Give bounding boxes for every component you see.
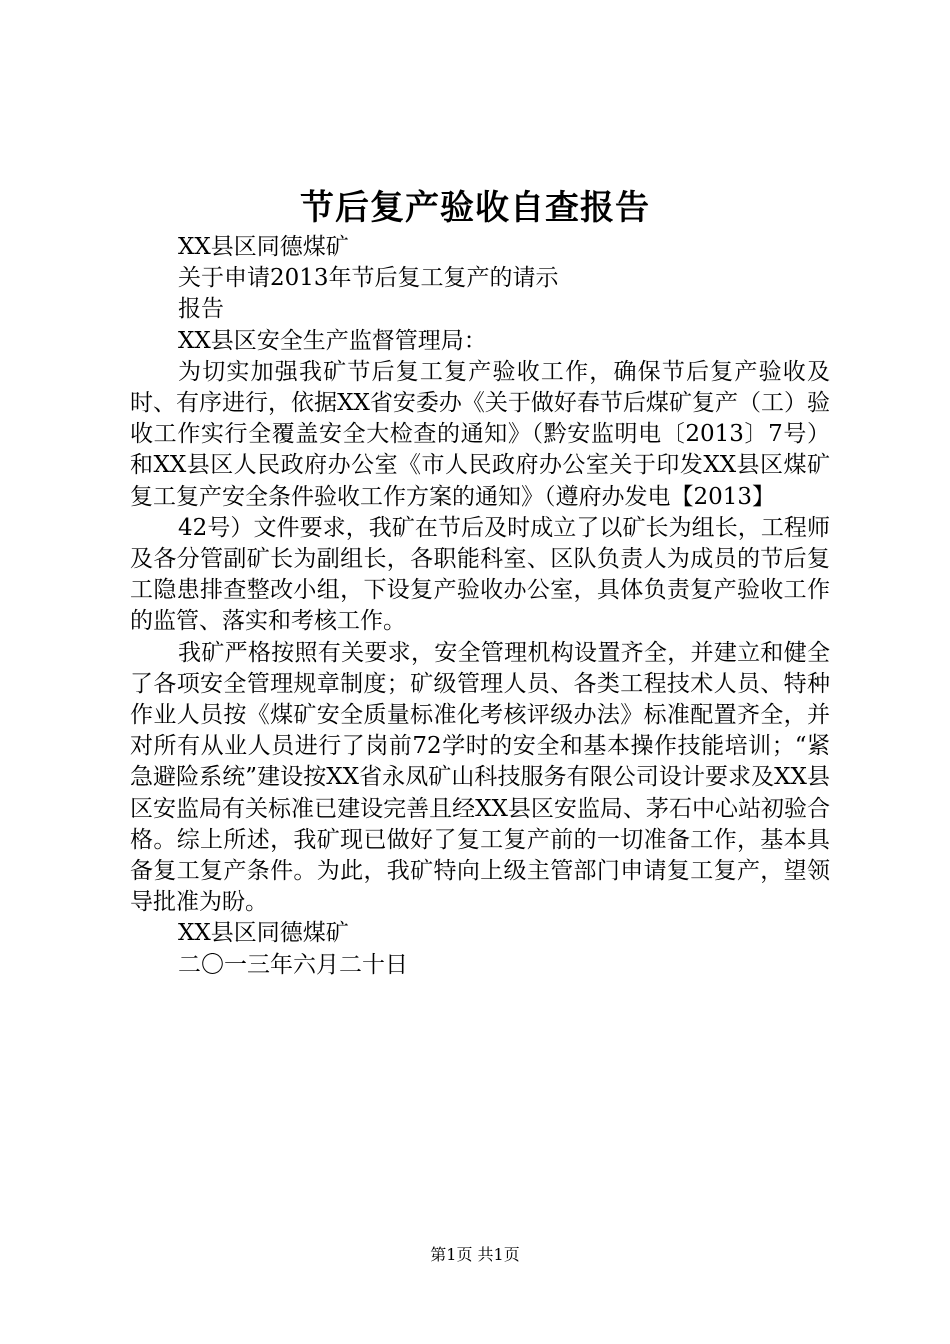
paragraph-basis: 为切实加强我矿节后复工复产验收工作，确保节后复产验收及时、有序进行，依据XX省安委办《关于做好春节后煤矿复产（工）验收工作实行全覆盖安全大检查的通知》（黔安监明电〔2013〕7号）和XX县区人民政府办公室《市人民政府办公室关于印发XX县区煤矿复工复产安全条件验收工作方案的通知》（遵府办发电【2013】 — [130, 358, 830, 510]
signature-line: XX县区同德煤矿 — [178, 920, 349, 947]
document-body — [130, 232, 830, 981]
page-footer: 第1页 共1页 — [430, 1245, 520, 1264]
organization-line: XX县区同德煤矿 — [178, 234, 349, 260]
report-line: 报告 — [178, 296, 224, 323]
addressee-line: XX县区安全生产监督管理局： — [178, 327, 487, 354]
paragraph-team: 42号）文件要求，我矿在节后及时成立了以矿长为组长，工程师及各分管副矿长为副组长，各职能科室、区队负责人为成员的节后复工隐患排查整改小组，下设复产验收办公室，具体负责复产验收工作的监管、落实和考核工作。 — [130, 514, 830, 635]
document-title: 节后复产验收自查报告 — [300, 188, 650, 228]
date-line: 二〇一三年六月二十日 — [178, 951, 408, 978]
paragraph-conditions: 我矿严格按照有关要求，安全管理机构设置齐全，并建立和健全了各项安全管理规章制度；矿级管理人员、各类工程技术人员、特种作业人员按《煤矿安全质量标准化考核评级办法》标准配置齐全，并对所有从业人员进行了岗前72学时的安全和基本操作技能培训；“紧急避险系统”建设按XX省永凤矿山科技服务有限公司设计要求及XX县区安监局有关标准已建设完善且经XX县区安监局、茅石中心站初验合格。综上所述，我矿现已做好了复工复产前的一切准备工作，基本具备复工复产条件。为此，我矿特向上级主管部门申请复工复产，望领导批准为盼。 — [130, 639, 830, 916]
subject-line: 关于申请2013年节后复工复产的请示 — [178, 265, 559, 292]
